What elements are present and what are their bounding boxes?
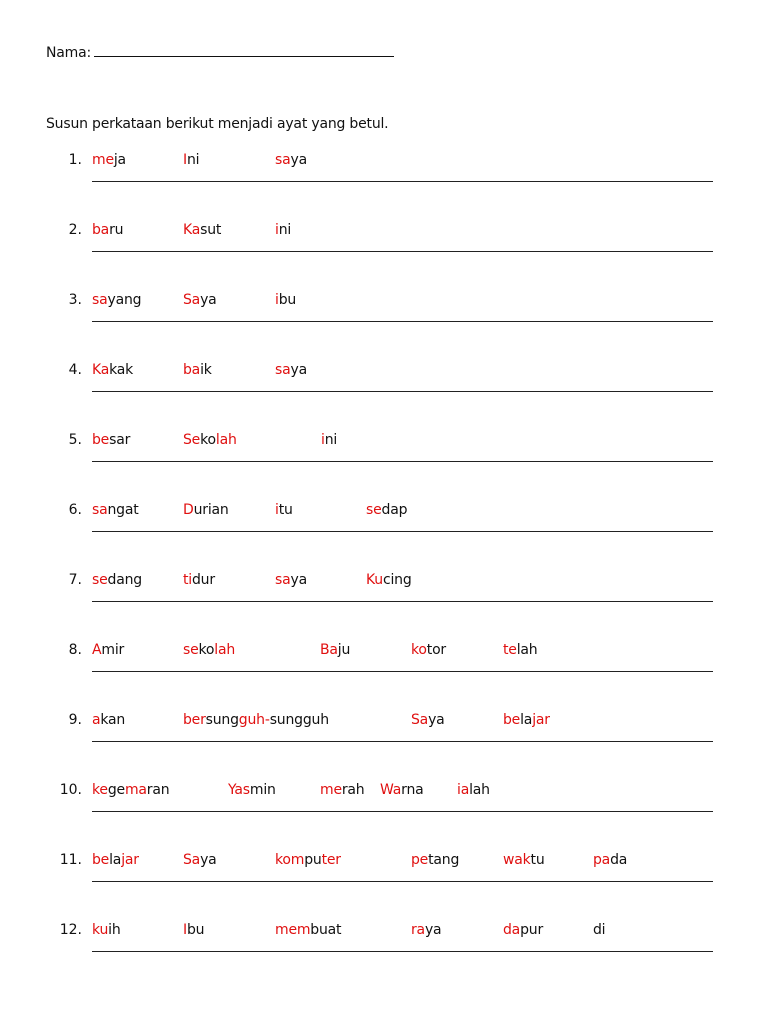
syllable: ik <box>200 362 212 378</box>
answer-line[interactable] <box>92 181 713 182</box>
syllable: dap <box>381 502 408 518</box>
syllable: tang <box>428 852 460 868</box>
syllable-highlight: ber <box>183 712 206 728</box>
syllable: mir <box>101 642 125 658</box>
syllable-highlight: ia <box>457 782 470 798</box>
syllable: ngat <box>107 502 139 518</box>
syllable: lah <box>516 642 538 658</box>
answer-line[interactable] <box>92 321 713 322</box>
syllable-highlight: ba <box>183 362 201 378</box>
syllable: ya <box>424 922 442 938</box>
answer-line[interactable] <box>92 671 713 672</box>
question-item <box>0 292 768 352</box>
syllable-highlight: sa <box>275 362 291 378</box>
answer-line[interactable] <box>92 391 713 392</box>
scrambled-word <box>183 642 235 658</box>
answer-line[interactable] <box>92 951 713 952</box>
scrambled-word <box>366 502 407 518</box>
scrambled-word <box>275 222 291 238</box>
syllable-highlight: se <box>183 642 199 658</box>
syllable-highlight: Se <box>183 432 201 448</box>
syllable-highlight: mem <box>275 922 311 938</box>
syllable-highlight: a <box>92 712 101 728</box>
syllable: lah <box>469 782 490 798</box>
question-item <box>0 852 768 912</box>
scrambled-word <box>92 572 142 588</box>
question-number: 5. <box>68 432 82 448</box>
syllable-highlight: jar <box>532 712 550 728</box>
syllable: ya <box>200 292 217 308</box>
scrambled-word <box>92 852 139 868</box>
syllable-highlight: ke <box>92 782 108 798</box>
syllable-highlight: lah <box>214 642 236 658</box>
syllable-highlight: i <box>321 432 325 448</box>
syllable-highlight: Sa <box>411 712 429 728</box>
question-item <box>0 642 768 702</box>
scrambled-word <box>503 922 543 938</box>
syllable-highlight: pa <box>593 852 611 868</box>
scrambled-word <box>183 712 329 728</box>
syllable: min <box>249 782 276 798</box>
syllable: ran <box>146 782 170 798</box>
syllable-highlight: ku <box>92 922 109 938</box>
syllable-highlight: me <box>92 152 114 168</box>
syllable-highlight: sa <box>275 572 291 588</box>
syllable: rah <box>341 782 365 798</box>
syllable-highlight: sa <box>92 502 108 518</box>
scrambled-word <box>183 922 204 938</box>
syllable: buat <box>310 922 342 938</box>
syllable-highlight: Yas <box>228 782 250 798</box>
syllable-highlight: jar <box>121 852 139 868</box>
syllable-highlight: Wa <box>380 782 402 798</box>
syllable-highlight: guh- <box>238 712 270 728</box>
scrambled-word <box>92 362 133 378</box>
name-label: Nama: <box>46 45 91 61</box>
scrambled-word <box>380 782 424 798</box>
syllable: ya <box>290 362 307 378</box>
syllable-highlight: kom <box>275 852 305 868</box>
answer-line[interactable] <box>92 881 713 882</box>
syllable-highlight: A <box>92 642 102 658</box>
syllable: sut <box>200 222 222 238</box>
syllable: kan <box>100 712 126 728</box>
syllable-highlight: Ba <box>320 642 338 658</box>
scrambled-word <box>320 782 364 798</box>
answer-line[interactable] <box>92 531 713 532</box>
syllable-highlight: be <box>92 432 110 448</box>
question-number: 12. <box>59 922 82 938</box>
syllable: sung <box>205 712 239 728</box>
syllable-highlight: be <box>92 852 110 868</box>
syllable: tor <box>426 642 446 658</box>
syllable: kak <box>109 362 134 378</box>
syllable-highlight: Ku <box>366 572 383 588</box>
question-number: 7. <box>68 572 82 588</box>
syllable-highlight: sa <box>275 152 291 168</box>
syllable-highlight: ma <box>124 782 147 798</box>
scrambled-word <box>275 152 307 168</box>
syllable-highlight: Ka <box>92 362 110 378</box>
question-number: 4. <box>68 362 82 378</box>
question-item <box>0 922 768 982</box>
syllable: pur <box>520 922 543 938</box>
scrambled-word <box>275 362 307 378</box>
scrambled-word <box>503 712 550 728</box>
syllable: urian <box>193 502 229 518</box>
syllable: ya <box>428 712 445 728</box>
scrambled-word <box>411 922 441 938</box>
scrambled-word <box>92 782 169 798</box>
answer-line[interactable] <box>92 741 713 742</box>
syllable-highlight: i <box>275 292 279 308</box>
syllable-highlight: te <box>503 642 517 658</box>
syllable: ja <box>113 152 126 168</box>
name-row <box>46 44 394 61</box>
syllable-highlight: ko <box>411 642 427 658</box>
scrambled-word <box>275 922 341 938</box>
syllable-highlight: ti <box>183 572 192 588</box>
question-number: 10. <box>59 782 82 798</box>
scrambled-word <box>92 292 141 308</box>
scrambled-word <box>503 642 537 658</box>
question-number: 1. <box>68 152 82 168</box>
syllable: ih <box>108 922 121 938</box>
syllable-highlight: wak <box>503 852 531 868</box>
question-item <box>0 712 768 772</box>
scrambled-word <box>275 572 307 588</box>
syllable: la <box>109 852 122 868</box>
scrambled-word <box>411 642 446 658</box>
syllable: ya <box>290 572 307 588</box>
scrambled-word <box>92 712 125 728</box>
question-number: 3. <box>68 292 82 308</box>
syllable-highlight: Ka <box>183 222 201 238</box>
scrambled-word <box>411 852 459 868</box>
question-number: 6. <box>68 502 82 518</box>
answer-line[interactable] <box>92 601 713 602</box>
instruction-text: Susun perkataan berikut menjadi ayat yang betul. <box>46 116 389 132</box>
syllable: ni <box>278 222 292 238</box>
syllable-highlight: Sa <box>183 852 201 868</box>
scrambled-word <box>183 852 217 868</box>
scrambled-word <box>183 292 217 308</box>
question-number: 11. <box>59 852 82 868</box>
scrambled-word <box>92 152 126 168</box>
syllable: da <box>610 852 628 868</box>
syllable-highlight: i <box>275 222 279 238</box>
syllable: sung <box>269 712 303 728</box>
syllable: ju <box>337 642 351 658</box>
question-number: 8. <box>68 642 82 658</box>
syllable: ni <box>186 152 200 168</box>
question-item <box>0 362 768 422</box>
scrambled-word <box>228 782 276 798</box>
syllable: dur <box>191 572 215 588</box>
question-number: 2. <box>68 222 82 238</box>
scrambled-word <box>92 432 130 448</box>
scrambled-word <box>183 362 212 378</box>
scrambled-word <box>183 432 237 448</box>
syllable: rna <box>401 782 424 798</box>
scrambled-word <box>275 292 296 308</box>
syllable-highlight: ba <box>92 222 110 238</box>
syllable-highlight: i <box>275 502 279 518</box>
scrambled-word <box>275 502 293 518</box>
question-item <box>0 782 768 842</box>
syllable-highlight: pe <box>411 852 429 868</box>
scrambled-word <box>92 642 124 658</box>
question-item <box>0 502 768 562</box>
syllable-highlight: da <box>503 922 521 938</box>
syllable: bu <box>278 292 297 308</box>
syllable-highlight: I <box>183 922 187 938</box>
syllable-highlight: D <box>183 502 194 518</box>
syllable: ni <box>324 432 338 448</box>
scrambled-word <box>92 222 123 238</box>
scrambled-word <box>411 712 445 728</box>
scrambled-word <box>503 852 545 868</box>
scrambled-word <box>275 852 341 868</box>
question-item <box>0 152 768 212</box>
question-item <box>0 222 768 282</box>
syllable: ru <box>109 222 124 238</box>
scrambled-word <box>183 152 199 168</box>
syllable: ko <box>198 642 215 658</box>
question-number: 9. <box>68 712 82 728</box>
answer-line[interactable] <box>92 811 713 812</box>
scrambled-word <box>92 502 139 518</box>
syllable: tu <box>530 852 545 868</box>
syllable: cing <box>382 572 412 588</box>
syllable: la <box>520 712 533 728</box>
syllable-highlight: be <box>503 712 521 728</box>
syllable: ge <box>107 782 125 798</box>
syllable: sar <box>109 432 131 448</box>
syllable: yang <box>107 292 142 308</box>
syllable: pu <box>304 852 322 868</box>
scrambled-word <box>183 222 221 238</box>
scrambled-word <box>320 642 350 658</box>
answer-line[interactable] <box>92 461 713 462</box>
answer-line[interactable] <box>92 251 713 252</box>
scrambled-word <box>321 432 337 448</box>
syllable: ya <box>200 852 217 868</box>
syllable: bu <box>186 922 205 938</box>
scrambled-word <box>457 782 490 798</box>
syllable: dang <box>107 572 142 588</box>
syllable-highlight: sa <box>92 292 108 308</box>
syllable-highlight: lah <box>215 432 237 448</box>
question-item <box>0 432 768 492</box>
syllable-highlight: ter <box>321 852 341 868</box>
question-item <box>0 572 768 632</box>
scrambled-word <box>593 852 627 868</box>
scrambled-word <box>366 572 412 588</box>
syllable-highlight: se <box>366 502 382 518</box>
syllable: tu <box>278 502 293 518</box>
syllable-highlight: ra <box>411 922 425 938</box>
syllable: ko <box>200 432 216 448</box>
syllable: ya <box>290 152 307 168</box>
syllable-highlight: Sa <box>183 292 201 308</box>
scrambled-word <box>92 922 121 938</box>
syllable-highlight: I <box>183 152 187 168</box>
scrambled-word <box>593 922 605 938</box>
scrambled-word <box>183 572 215 588</box>
syllable: di <box>593 922 606 938</box>
syllable-highlight: me <box>320 782 342 798</box>
name-blank-line[interactable] <box>94 44 394 57</box>
syllable: guh <box>302 712 329 728</box>
syllable-highlight: se <box>92 572 108 588</box>
scrambled-word <box>183 502 229 518</box>
